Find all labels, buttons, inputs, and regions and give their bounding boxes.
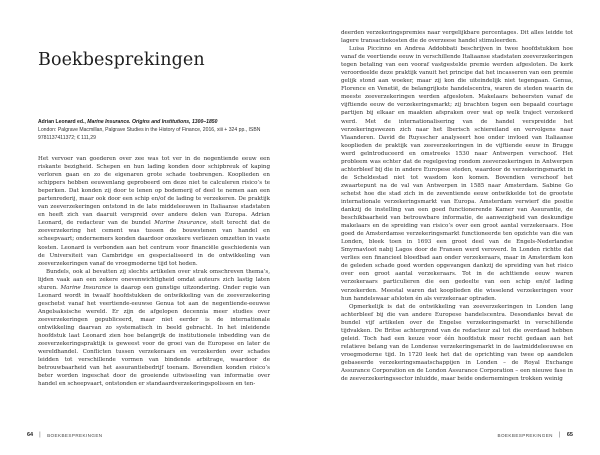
citation-author: Adrian Leonard ed., bbox=[38, 119, 88, 125]
paragraph bbox=[341, 29, 573, 45]
running-head: BOEKBESPREKINGEN bbox=[47, 432, 103, 438]
paragraph bbox=[38, 155, 270, 268]
citation-book-title: Marine Insurance. Origins and Institutions, 1300–1850 bbox=[87, 119, 218, 125]
paragraph bbox=[341, 303, 573, 383]
citation-details: London: Palgrave Macmillan, Palgrave Studies in the History of Finance, 2016, xiii + 324 pp., ISBN 9781137411372; € 111,29 bbox=[38, 127, 261, 142]
text-run: Het vervoer van goederen over zee was tot ver in de negentiende eeuw een riskante bezigheid. Schepen en hun lading konden door schipbreuk of kaping verloren gaan en zo de eigenaren grote schade toebrengen. Kooplieden en schippers hebben eeuwenlang geprobeerd om deze niet te calculeren risico’s te beperken. Dat konden zij door te lenen op bodemerij of deel te nemen aan een partenrederij, maar ook door een schip en/of de lading te verzekeren. De praktijk van zeeverzekeringen ontstond in de late middeleeuwen in Italiaanse stadstaten en heeft zich van daaruit verspreid over andere delen van Europa. Adrian Leonard, de redacteur van de bundel bbox=[38, 156, 270, 227]
book-citation bbox=[38, 118, 278, 142]
text-run: deerden verzekeringspremies naar vergelijkbare percentages. Dit alles leidde tot lagere transactiekosten die de overzeese handel stimuleerden. bbox=[341, 30, 573, 45]
italic-title: Marine Insurance bbox=[60, 284, 112, 291]
running-head: BOEKBESPREKINGEN bbox=[497, 432, 553, 438]
left-body-text bbox=[38, 155, 270, 388]
page-footer-left bbox=[27, 432, 103, 438]
footer-separator: | bbox=[39, 432, 42, 438]
text-run: Opmerkelijk is dat de ontwikkeling van zeeverzekeringen in Londen lang achterbleef bij die van andere Europese handelscentra. Desondanks bevat de bundel vijf artikelen over de Engelse verzekeringsmarkt in verschillende tijdvakken. De Britse achtergrond van de redacteur zal tot die overdaad hebben geleid. Toch had een keuze voor één hoofdstuk meer recht gedaan aan het relatieve belang van de Londense verzekeringsmarkt in de laatmiddeleeuwse en vroegmoderne tijd. In 1720 leek het dat de oprichting van twee op aandelen gebaseerde verzekeringsmaatschappijen in Londen – de Royal Exchange Assurance Corporation en de London Assurance Corporation – een nieuwe fase in de zeeverzekeringssector inluidde, maar beide ondernemingen trokken weinig bbox=[341, 303, 573, 383]
text-run: , stelt terecht dat de zeeverzekering het cement was tussen de bouwstenen van handel en scheepvaart; ondernemers konden daardoor onzekere verliezen omzetten in vaste kosten. Leonard is verbonden aan het centrum voor financiële geschiedenis van de Universiteit van Cambridge en gespecialiseerd in de ontwikkeling van zeeverzekeringen vanaf de vroegmoderne tijd tot heden. bbox=[38, 220, 270, 267]
right-body-text bbox=[341, 29, 573, 383]
text-run: Bundels, ook al bevatten zij slechts artikelen over strak omschreven thema’s, lijden vaak aan een zekere onevenwichtigheid omdat auteurs zich lastig laten sturen. bbox=[38, 268, 270, 291]
page-number: 65 bbox=[566, 432, 573, 438]
page-footer-right bbox=[497, 432, 573, 438]
text-run: Luisa Piccinno en Andrea Addobbati beschrijven in twee hoofdstukken hoe vanaf de veertiende eeuw in verschillende Italiaanse stadstaten zeeverzekeringen tegen betaling van een vooraf vastgestelde premie werden afgesloten. De kerk veroordeelde deze praktijk vanuit het principe dat het incasseren van een premie gelijk stond aan woeker, maar zij kon die uiteindelijk niet tegengaan. Genua, Florence en Venetië, de belangrijkste handelscentra, waren de steden waarin de meeste zeeverzekeringen werden afgesloten. Makelaars beheersten vanaf de vijftiende eeuw de verzekeringsmarkt; zij brachten tegen een bepaald courtage partijen bij elkaar en maakten afspraken over wat op welk traject verzekerd werd. Met de internationalisering van de handel verspreidde het verzekeringswezen zich naar het Iberisch schiereiland en vervolgens naar Vlaanderen. David de Ruysscher analyseert hoe onder invloed van Italiaanse kooplieden de praktijk van zeeverzekeringen in de vijftiende eeuw in Brugge werd geïntroduceerd en omstreeks 1530 naar Antwerpen verschoof. Het probleem was echter dat de regelgeving rondom zeeverzekeringen in Antwerpen achterbleef bij die in andere Europese steden, waardoor de verzekeringsmarkt in de Scheldestad niet tot wasdom kon komen. Bovendien verschoof het zwaartepunt na de val van Antwerpen in 1585 naar Amsterdam. Sabine Go schetst hoe die stad zich in de zeventiende eeuw ontwikkelde tot de grootste internationale verzekeringsmarkt van Europa. Amsterdam verwierf die positie dankzij de instelling van een goed functionerende Kamer van Assurantie, de beschikbaarheid van betrouwbare informatie, de aanwezigheid van deskundige makelaars en de spreiding van risico’s over een groot aantal verzekeraars. Hoe goed de Amsterdamse verzekeringsmarkt functioneerde ten opzichte van die van Londen, bleek toen in 1693 een groot deel van de Engels-Nederlandse Smyrnavloot nabij Lagos door de Fransen werd veroverd. In Londen richtte dat verlies een financieel bloedbad aan onder verzekeraars, maar in Amsterdam kon de geleden schade goed worden opgevangen dankzij de spreiding van het risico over een groot aantal verzekeraars. Tot in de achttiende eeuw waren verzekeraars particulieren die een gedeelte van een schip en/of lading verzekerden. Meestal waren dat kooplieden die wisselend verzekeringen voor hun handelswaar afsloten én als verzekeraar optraden. bbox=[341, 46, 573, 302]
text-run: is daarop een gunstige uitzondering. Onder regie van Leonard wordt in twaalf hoofdstukken de ontwikkeling van de zeeverzekering geschetst vanaf het veertiende-eeuwse Genua tot aan de negentiende-eeuwse Angelsaksische wereld. Er zijn de afgelopen decennia meer studies over zeeverzekeringen gepubliceerd, maar niet eerder is de internationale ontwikkeling daarvan zo systematisch in beeld gebracht. In het inleidende hoofdstuk laat Leonard zien hoe belangrijk de institutionele inbedding van de zeeverzekeringspraktijk is geweest voor de groei van de Europese en later de wereldhandel. Conflicten tussen verzekeraars en verzekerden over schades leidden tot verschillende vormen van bindende arbitrage, waardoor de betrouwbaarheid van het assurantiebedrijf toenam. Bovendien konden risico’s beter worden ingeschat door de groeiende uitwisseling van informatie over handel en scheepvaart, ontstonden er standaardverzekeringspolissen en ten- bbox=[38, 284, 270, 388]
italic-title: Marine Insurance bbox=[154, 220, 206, 227]
citation-heading bbox=[38, 119, 217, 125]
footer-separator: | bbox=[558, 432, 561, 438]
paragraph bbox=[341, 45, 573, 303]
page-title: Boekbesprekingen bbox=[38, 50, 205, 70]
right-page bbox=[300, 0, 600, 455]
paragraph bbox=[38, 268, 270, 389]
page-number: 64 bbox=[27, 432, 34, 438]
